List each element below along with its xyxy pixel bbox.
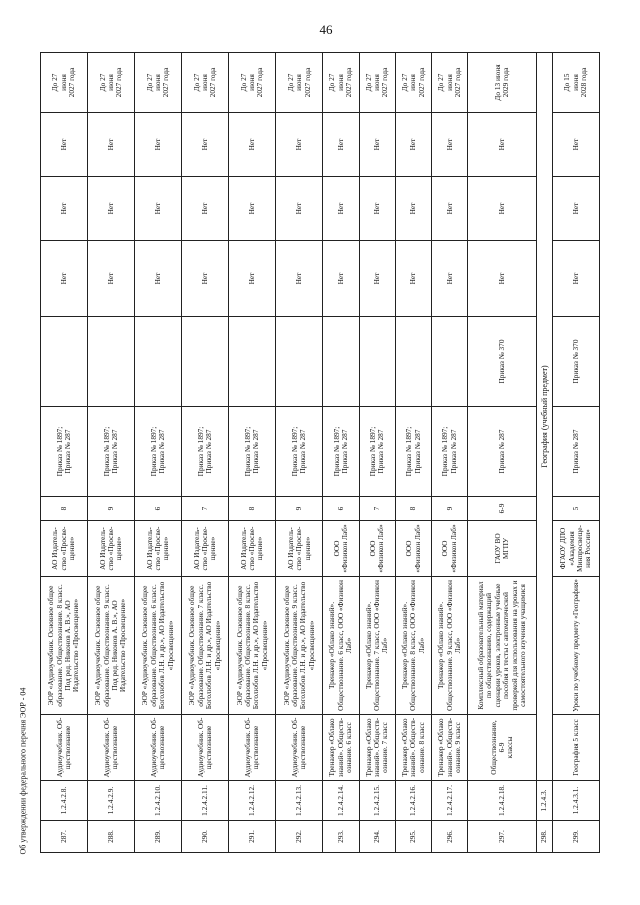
cell-c2: Нет bbox=[88, 176, 135, 240]
cell-pub: АО Издатель- ство «Просве- щение» bbox=[229, 520, 276, 576]
cell-num: 298. bbox=[537, 820, 553, 852]
cell-desc: ЭОР «Аудиоучебник. Основное общее образование. Обществознание. 6 класс. Боголюбов Л.Н. и др.», АО Издательство «Просвещение» bbox=[135, 576, 182, 714]
cell-code: 1.2.4.2.8. bbox=[41, 780, 88, 820]
cell-c3: Нет bbox=[182, 112, 229, 176]
cell-order2 bbox=[395, 316, 431, 406]
cell-grade: 6 bbox=[323, 496, 359, 520]
cell-pub: АО Издатель- ство «Просве- щение» bbox=[41, 520, 88, 576]
cell-num: 293. bbox=[323, 820, 359, 852]
cell-term: До 27 июня 2027 года bbox=[276, 52, 323, 112]
cell-c1: Нет bbox=[88, 240, 135, 316]
cell-c3: Нет bbox=[468, 112, 537, 176]
cell-c3: Нет bbox=[229, 112, 276, 176]
cell-c2: Нет bbox=[182, 176, 229, 240]
table-row bbox=[276, 52, 323, 852]
cell-desc: Тренажер «Облако знаний». Обществознание. 7 класс, ООО «Физикон Лаб» bbox=[359, 576, 395, 714]
cell-order2: Приказ № 370 bbox=[552, 316, 599, 406]
cell-name: Аудиоучебник. Об- ществознание bbox=[276, 714, 323, 780]
table-row bbox=[41, 52, 88, 852]
cell-c1: Нет bbox=[182, 240, 229, 316]
cell-order2 bbox=[359, 316, 395, 406]
cell-c3: Нет bbox=[552, 112, 599, 176]
cell-pub: ООО «Физикон Лаб» bbox=[432, 520, 468, 576]
cell-pub: АО Издатель- ство «Просве- щение» bbox=[88, 520, 135, 576]
cell-grade: 9 bbox=[276, 496, 323, 520]
cell-order2 bbox=[432, 316, 468, 406]
cell-order2 bbox=[276, 316, 323, 406]
table-row bbox=[88, 52, 135, 852]
cell-term: До 27 июня 2027 года bbox=[182, 52, 229, 112]
cell-num: 292. bbox=[276, 820, 323, 852]
table-body bbox=[41, 52, 600, 852]
cell-code: 1.2.4.2.17. bbox=[432, 780, 468, 820]
cell-c3: Нет bbox=[41, 112, 88, 176]
cell-desc: ЭОР «Аудиоучебник. Основное общее образование. Обществознание. 9 класс. Боголюбов Л.Н. и др.», АО Издательство «Просвещение» bbox=[276, 576, 323, 714]
cell-order2 bbox=[323, 316, 359, 406]
cell-term: До 27 июня 2027 года bbox=[229, 52, 276, 112]
cell-desc: Уроки по учебному предмету «География» bbox=[552, 576, 599, 714]
cell-order2 bbox=[88, 316, 135, 406]
cell-c3: Нет bbox=[359, 112, 395, 176]
cell-code: 1.2.4.3. bbox=[537, 780, 553, 820]
cell-name: Обществознание, 6-9 классы bbox=[468, 714, 537, 780]
cell-order: Приказ № 287 bbox=[468, 406, 537, 496]
rotated-table-wrapper bbox=[40, 53, 600, 853]
cell-order2 bbox=[182, 316, 229, 406]
cell-c2: Нет bbox=[276, 176, 323, 240]
cell-c2: Нет bbox=[323, 176, 359, 240]
cell-c3: Нет bbox=[395, 112, 431, 176]
cell-num: 294. bbox=[359, 820, 395, 852]
eor-table bbox=[40, 52, 600, 853]
cell-c1: Нет bbox=[135, 240, 182, 316]
cell-c3: Нет bbox=[276, 112, 323, 176]
cell-desc: ЭОР «Аудиоучебник. Основное общее образование. Обществознание. 8 класс. Под ред. Никонов А. В.», АО Издательство «Просвещение» bbox=[41, 576, 88, 714]
cell-order2 bbox=[41, 316, 88, 406]
cell-code: 1.2.4.3.1. bbox=[552, 780, 599, 820]
cell-order2 bbox=[229, 316, 276, 406]
section-row bbox=[537, 52, 553, 852]
cell-code: 1.2.4.2.18. bbox=[468, 780, 537, 820]
cell-order: Приказ № 1897; Приказ № 287 bbox=[41, 406, 88, 496]
cell-desc: Тренажер «Облако знаний». Обществознание. 8 класс, ООО «Физикон Лаб» bbox=[395, 576, 431, 714]
cell-c2: Нет bbox=[432, 176, 468, 240]
cell-c1: Нет bbox=[395, 240, 431, 316]
cell-c2: Нет bbox=[135, 176, 182, 240]
cell-order: Приказ № 1897; Приказ № 287 bbox=[229, 406, 276, 496]
cell-desc: Тренажер «Облако знаний». Обществознание. 9 класс, ООО «Физикон Лаб» bbox=[432, 576, 468, 714]
cell-order: Приказ № 1897; Приказ № 287 bbox=[276, 406, 323, 496]
cell-c3: Нет bbox=[323, 112, 359, 176]
table-row bbox=[135, 52, 182, 852]
cell-order2: Приказ № 370 bbox=[468, 316, 537, 406]
cell-grade: 7 bbox=[182, 496, 229, 520]
cell-c1: Нет bbox=[552, 240, 599, 316]
table-row bbox=[229, 52, 276, 852]
table-row bbox=[468, 52, 537, 852]
cell-c1: Нет bbox=[432, 240, 468, 316]
cell-pub: ГАОУ ВО МГПУ bbox=[468, 520, 537, 576]
cell-c3: Нет bbox=[135, 112, 182, 176]
cell-term: До 27 июня 2027 года bbox=[41, 52, 88, 112]
cell-name: Аудиоучебник. Об- ществознание bbox=[182, 714, 229, 780]
table-row bbox=[395, 52, 431, 852]
cell-code: 1.2.4.2.14. bbox=[323, 780, 359, 820]
cell-grade: 5 bbox=[552, 496, 599, 520]
cell-name: География 5 класс bbox=[552, 714, 599, 780]
cell-term: До 15 июня 2028 года bbox=[552, 52, 599, 112]
cell-order: Приказ № 1897; Приказ № 287 bbox=[359, 406, 395, 496]
table-row bbox=[432, 52, 468, 852]
cell-c3: Нет bbox=[88, 112, 135, 176]
cell-pub: ООО «Физикон Лаб» bbox=[359, 520, 395, 576]
cell-c2: Нет bbox=[468, 176, 537, 240]
cell-name: Тренажер «Облако знаний». Обществ- ознание. 8 класс bbox=[395, 714, 431, 780]
cell-term: До 27 июня 2027 года bbox=[323, 52, 359, 112]
cell-num: 295. bbox=[395, 820, 431, 852]
cell-order: Приказ № 1897; Приказ № 287 bbox=[323, 406, 359, 496]
cell-grade: 9 bbox=[88, 496, 135, 520]
cell-grade: 6 bbox=[135, 496, 182, 520]
table-row bbox=[552, 52, 599, 852]
cell-grade: 9 bbox=[432, 496, 468, 520]
cell-grade: 7 bbox=[359, 496, 395, 520]
cell-c3: Нет bbox=[432, 112, 468, 176]
cell-pub: ФГАОУ ДПО «Академия Минпросвеще- ния России» bbox=[552, 520, 599, 576]
section-title: География (учебный предмет) bbox=[537, 52, 553, 780]
cell-c2: Нет bbox=[395, 176, 431, 240]
cell-pub: АО Издатель- ство «Просве- щение» bbox=[182, 520, 229, 576]
cell-term: До 27 июня 2027 года bbox=[395, 52, 431, 112]
cell-order: Приказ № 1897; Приказ № 287 bbox=[395, 406, 431, 496]
cell-code: 1.2.4.2.9. bbox=[88, 780, 135, 820]
cell-desc: ЭОР «Аудиоучебник. Основное общее образование. Обществознание. 8 класс. Боголюбов Л.Н. и др.», АО Издательство «Просвещение» bbox=[229, 576, 276, 714]
cell-num: 289. bbox=[135, 820, 182, 852]
cell-num: 291. bbox=[229, 820, 276, 852]
cell-c2: Нет bbox=[552, 176, 599, 240]
cell-desc: ЭОР «Аудиоучебник. Основное общее образование. Обществознание. 7 класс. Боголюбов Л.Н. и др.», АО Издательство «Просвещение» bbox=[182, 576, 229, 714]
cell-num: 290. bbox=[182, 820, 229, 852]
cell-name: Тренажер «Облако знаний». Обществ- ознание. 6 класс bbox=[323, 714, 359, 780]
cell-grade: 8 bbox=[41, 496, 88, 520]
cell-c1: Нет bbox=[359, 240, 395, 316]
cell-term: До 27 июня 2027 года bbox=[432, 52, 468, 112]
cell-pub: АО Издатель- ство «Просве- щение» bbox=[276, 520, 323, 576]
cell-c1: Нет bbox=[468, 240, 537, 316]
cell-code: 1.2.4.2.13. bbox=[276, 780, 323, 820]
cell-c1: Нет bbox=[229, 240, 276, 316]
cell-name: Тренажер «Облако знаний». Обществ- ознание. 9 класс bbox=[432, 714, 468, 780]
page-number: 46 bbox=[319, 22, 333, 37]
cell-name: Аудиоучебник. Об- ществознание bbox=[229, 714, 276, 780]
cell-pub: АО Издатель- ство «Просве- щение» bbox=[135, 520, 182, 576]
cell-grade: 8 bbox=[229, 496, 276, 520]
cell-desc: Тренажер «Облако знаний». Обществознание. 6 класс, ООО «Физикон Лаб» bbox=[323, 576, 359, 714]
cell-c1: Нет bbox=[323, 240, 359, 316]
cell-num: 299. bbox=[552, 820, 599, 852]
cell-num: 288. bbox=[88, 820, 135, 852]
cell-pub: ООО «Физикон Лаб» bbox=[323, 520, 359, 576]
cell-order: Приказ № 1897; Приказ № 287 bbox=[182, 406, 229, 496]
cell-code: 1.2.4.2.16. bbox=[395, 780, 431, 820]
cell-term: До 13 июня 2029 года bbox=[468, 52, 537, 112]
cell-name: Аудиоучебник. Об- ществознание bbox=[135, 714, 182, 780]
cell-code: 1.2.4.2.11. bbox=[182, 780, 229, 820]
cell-code: 1.2.4.2.10. bbox=[135, 780, 182, 820]
cell-name: Аудиоучебник. Об- ществознание bbox=[41, 714, 88, 780]
table-row bbox=[182, 52, 229, 852]
cell-code: 1.2.4.2.15. bbox=[359, 780, 395, 820]
cell-desc: Комплексный образовательный материал по обществознанию, содержащий сценарии уроков, электронные учебные пособия и тесты с автоматической проверкой для использования на уроках и самостоятельного изучения учащимися bbox=[468, 576, 537, 714]
cell-num: 296. bbox=[432, 820, 468, 852]
cell-c1: Нет bbox=[276, 240, 323, 316]
cell-c2: Нет bbox=[359, 176, 395, 240]
cell-term: До 27 июня 2027 года bbox=[359, 52, 395, 112]
table-row bbox=[359, 52, 395, 852]
cell-pub: ООО «Физикон Лаб» bbox=[395, 520, 431, 576]
cell-c2: Нет bbox=[229, 176, 276, 240]
cell-num: 287. bbox=[41, 820, 88, 852]
cell-order: Приказ № 1897; Приказ № 287 bbox=[88, 406, 135, 496]
cell-term: До 27 июня 2027 года bbox=[88, 52, 135, 112]
cell-order2 bbox=[135, 316, 182, 406]
cell-grade: 8 bbox=[395, 496, 431, 520]
footer-text: Об утверждении федерального перечня ЭОР - 04 bbox=[18, 687, 28, 855]
cell-grade: 6-9 bbox=[468, 496, 537, 520]
table-row bbox=[323, 52, 359, 852]
cell-name: Аудиоучебник. Об- ществознание bbox=[88, 714, 135, 780]
footer bbox=[13, 440, 33, 870]
cell-name: Тренажер «Облако знаний». Обществ- ознание. 7 класс bbox=[359, 714, 395, 780]
cell-desc: ЭОР «Аудиоучебник. Основное общее образование. Обществознание. 9 класс. Под ред. Никонов А. В.», АО Издательство «Просвещение» bbox=[88, 576, 135, 714]
cell-order: Приказ № 287 bbox=[552, 406, 599, 496]
cell-order: Приказ № 1897; Приказ № 287 bbox=[135, 406, 182, 496]
cell-term: До 27 июня 2027 года bbox=[135, 52, 182, 112]
cell-num: 297. bbox=[468, 820, 537, 852]
cell-c2: Нет bbox=[41, 176, 88, 240]
cell-c1: Нет bbox=[41, 240, 88, 316]
cell-order: Приказ № 1897; Приказ № 287 bbox=[432, 406, 468, 496]
cell-code: 1.2.4.2.12. bbox=[229, 780, 276, 820]
